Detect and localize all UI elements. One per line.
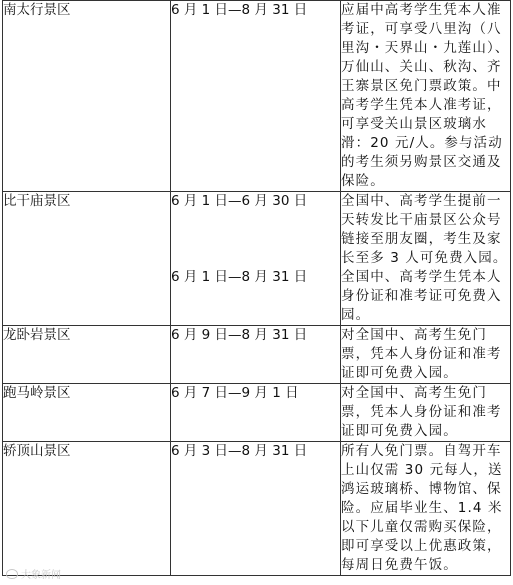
scenic-name-cell <box>3 192 171 326</box>
table-row <box>3 192 511 326</box>
scenic-name-cell <box>3 1 171 192</box>
date-range: 6 月 1 日—8 月 31 日 <box>171 269 308 285</box>
date-cell <box>171 384 341 442</box>
date-range: 6 月 1 日—6 月 30 日 <box>171 193 308 209</box>
policy-cell <box>341 1 511 192</box>
policy-text: 所有人免门票。自驾开车上山仅需 30 元每人，送鸿运玻璃桥、博物馆、保险。应届毕业生、1.4 米以下儿童仅需购买保险，即可享受以上优惠政策，每周日免费午饭。 <box>341 443 503 573</box>
date-cell <box>171 326 341 384</box>
scenic-name-cell <box>3 326 171 384</box>
scenic-name: 比干庙景区 <box>3 193 71 209</box>
policy-cell <box>341 442 511 576</box>
table-row <box>3 384 511 442</box>
watermark <box>6 566 61 581</box>
date-range: 6 月 7 日—9 月 1 日 <box>171 385 299 401</box>
elephant-logo-icon <box>6 569 18 579</box>
date-cell <box>171 442 341 576</box>
table-row <box>3 1 511 192</box>
table-row <box>3 326 511 384</box>
scenic-name: 南太行景区 <box>3 2 71 18</box>
scenic-name-cell <box>3 442 171 576</box>
date-cell <box>171 192 341 326</box>
policy-text: 应届中高考学生凭本人准考证，可享受八里沟（八里沟・天界山・九莲山）、万仙山、关山、秋沟、齐王寨景区免门票政策。中高考学生凭本人准考证，可享受关山景区玻璃水滑：20 元/人。参与活动的考生须另购景区交通及保险。 <box>341 2 510 189</box>
policy-text: 对全国中、高考生免门票，凭本人身份证和准考证即可免费入园。 <box>341 327 502 381</box>
policy-text: 全国中、高考学生凭本人身份证和准考证可免费入园。 <box>341 269 502 323</box>
policy-text: 对全国中、高考生免门票，凭本人身份证和准考证即可免费入园。 <box>341 385 502 439</box>
scenic-name: 跑马岭景区 <box>3 385 71 401</box>
policy-cell <box>341 192 511 326</box>
date-range: 6 月 3 日—8 月 31 日 <box>171 443 308 459</box>
policy-cell <box>341 384 511 442</box>
watermark-text: 大象新闻 <box>21 570 61 581</box>
table-row <box>3 442 511 576</box>
date-range: 6 月 9 日—8 月 31 日 <box>171 327 308 343</box>
scenic-name-cell <box>3 384 171 442</box>
date-range: 6 月 1 日—8 月 31 日 <box>171 2 308 18</box>
policy-text: 全国中、高考学生提前一天转发比干庙景区公众号链接至朋友圈，考生及家长至多 3 人可免费入园。 <box>341 193 508 266</box>
policy-cell <box>341 326 511 384</box>
scenic-area-table <box>2 0 511 576</box>
date-cell <box>171 1 341 192</box>
scenic-name: 龙卧岩景区 <box>3 327 71 343</box>
scenic-name: 轿顶山景区 <box>3 443 71 459</box>
